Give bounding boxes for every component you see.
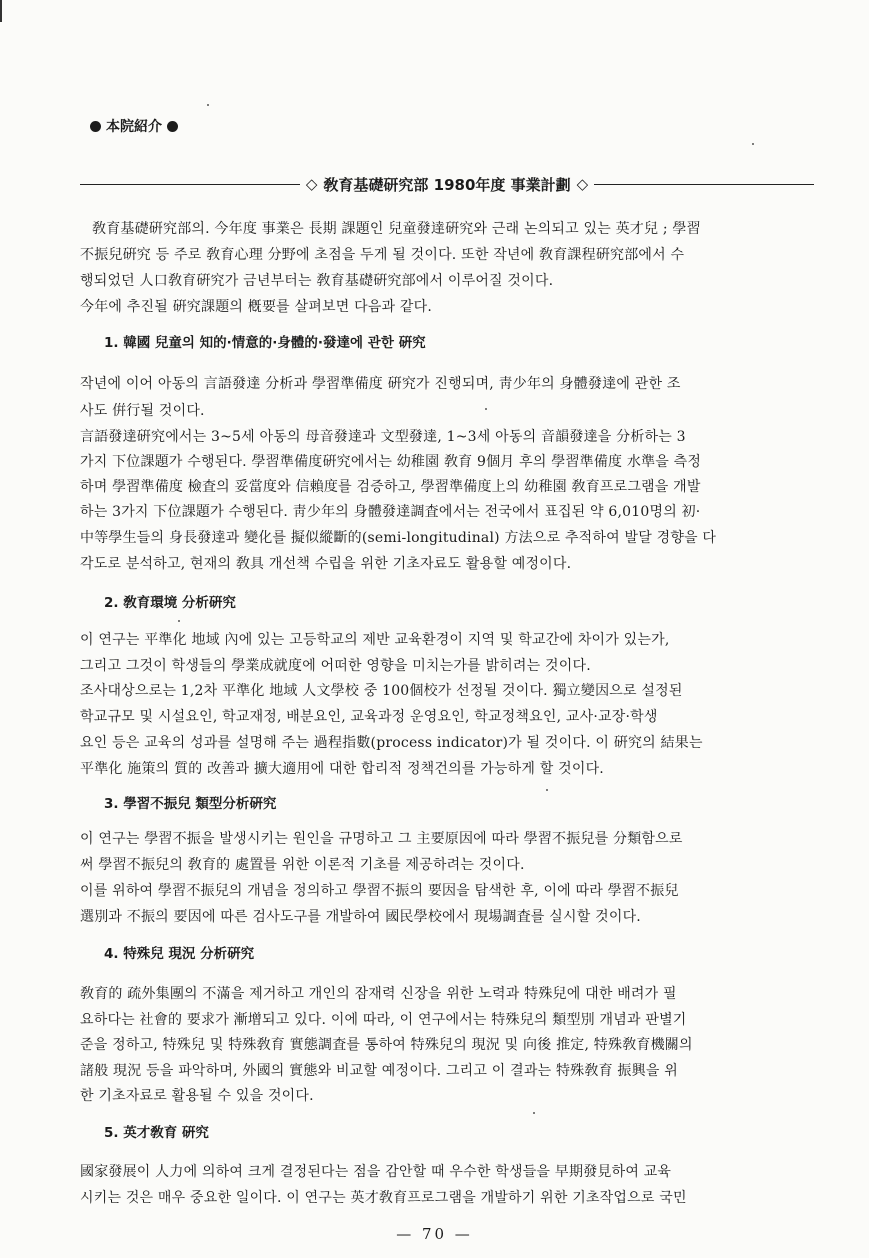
section-heading-5: 5. 英才敎育 硏究	[104, 1125, 209, 1141]
section-heading-2: 2. 敎育環境 分析硏究	[104, 595, 236, 611]
section-3-line: 이를 위하여 學習不振兒의 개념을 정의하고 學習不振의 要因을 탐색한 후, 이에 따라 學習不振兒	[80, 883, 679, 899]
section-4-line: 敎育的 疏外集團의 不滿을 제거하고 개인의 잠재력 신장을 위한 노력과 特殊兒에 대한 배려가 필	[80, 986, 677, 1002]
section-heading-1: 1. 韓國 兒童의 知的·情意的·身體的·發達에 관한 硏究	[104, 335, 426, 351]
section-heading-3: 3. 學習不振兒 類型分析硏究	[104, 796, 277, 812]
section-1-line: 각도로 분석하고, 현재의 敎具 개선책 수립을 위한 기초자료도 활용할 예정이다.	[80, 556, 572, 572]
scan-speck	[546, 789, 548, 791]
section-1-line: 言語發達硏究에서는 3~5세 아동의 母音發達과 文型發達, 1~3세 아동의 音韻發達을 分析하는 3	[80, 429, 686, 445]
section-2-line: 平準化 施策의 質的 改善과 擴大適用에 대한 합리적 정책건의를 가능하게 할 것이다.	[80, 761, 604, 777]
title-row	[80, 174, 814, 195]
section-3-line: 이 연구는 學習不振을 발생시키는 원인을 규명하고 그 主要原因에 따라 學習不振兒를 分類함으로	[80, 831, 683, 847]
section-2-line: 이 연구는 平準化 地域 內에 있는 고등학교의 제반 교육환경이 지역 및 학교간에 차이가 있는가,	[80, 632, 670, 648]
section-1-line: 가지 下位課題가 수행된다. 學習準備度硏究에서는 幼稚園 敎育 9個月 후의 學習準備度 水準을 측정	[80, 454, 702, 470]
scan-speck	[485, 408, 487, 410]
section-1-line: 작년에 이어 아동의 言語發達 分析과 學習準備度 硏究가 진행되며, 靑少年의 身體發達에 관한 조	[80, 376, 681, 392]
bullet-dot-icon	[90, 121, 101, 132]
section-4-line: 諸般 現況 등을 파악하며, 外國의 實態와 비교할 예정이다. 그리고 이 결과는 特殊敎育 振興을 위	[80, 1063, 678, 1079]
scan-edge-mark	[0, 0, 2, 22]
section-2-line: 요인 등은 교육의 성과를 설명해 주는 過程指數(process indicator)가 될 것이다. 이 硏究의 結果는	[80, 735, 703, 751]
scan-speck	[533, 1112, 535, 1114]
section-1-line: 사도 倂行될 것이다.	[80, 403, 205, 419]
section-3-line: 써 學習不振兒의 敎育的 處置를 위한 이론적 기초를 제공하려는 것이다.	[80, 857, 525, 873]
diamond-right-icon: ◇	[576, 175, 589, 193]
scan-speck	[207, 104, 209, 106]
section-3-line: 選別과 不振의 要因에 따른 검사도구를 개발하여 國民學校에서 現場調査를 실시할 것이다.	[80, 909, 641, 925]
title-rule-left	[80, 184, 300, 185]
page-number: — 70 —	[396, 1225, 473, 1243]
intro-line: 不振兒硏究 등 주로 敎育心理 分野에 초점을 두게 될 것이다. 또한 작년에 敎育課程硏究部에서 수	[80, 247, 685, 263]
section-2-line: 학교규모 및 시설요인, 학교재정, 배분요인, 교육과정 운영요인, 학교정책요인, 교사·교장·학생	[80, 709, 658, 725]
section-1-line: 하는 3가지 下位課題가 수행된다. 靑少年의 身體發達調査에서는 전국에서 표집된 약 6,010명의 初·	[80, 504, 701, 520]
section-label-text: 本院紹介	[106, 119, 162, 135]
scan-speck	[178, 620, 180, 622]
section-5-line: 시키는 것은 매우 중요한 일이다. 이 연구는 英才敎育프로그램을 개발하기 위한 기초작업으로 국민	[80, 1190, 687, 1206]
section-4-line: 준을 정하고, 特殊兒 및 特殊敎育 實態調査를 통하여 特殊兒의 現況 및 向後 推定, 特殊敎育機關의	[80, 1037, 693, 1053]
intro-line: 今年에 추진될 硏究課題의 槪要를 살펴보면 다음과 같다.	[80, 299, 433, 315]
title-rule-right	[594, 184, 814, 185]
diamond-left-icon: ◇	[305, 175, 318, 193]
section-heading-4: 4. 特殊兒 現況 分析硏究	[104, 946, 255, 962]
page-title: 敎育基礎研究部 1980年度 事業計劃	[323, 176, 571, 194]
intro-line: 敎育基礎硏究部의. 今年度 事業은 長期 課題인 兒童發達硏究와 근래 논의되고 있는 英才兒 ; 學習	[92, 221, 701, 237]
scan-speck	[752, 143, 754, 145]
section-4-line: 요하다는 社會的 要求가 漸增되고 있다. 이에 따라, 이 연구에서는 特殊兒의 類型別 개념과 판별기	[80, 1012, 687, 1028]
section-1-line: 中等學生들의 身長發達과 變化를 擬似縱斷的(semi-longitudinal) 方法으로 추적하여 발달 경향을 다	[80, 530, 717, 546]
section-2-line: 조사대상으로는 1,2차 平準化 地域 人文學校 중 100個校가 선정될 것이다. 獨立變因으로 설정된	[80, 683, 683, 699]
intro-line: 행되었던 人口敎育硏究가 금년부터는 敎育基礎硏究部에서 이루어질 것이다.	[80, 273, 554, 289]
section-5-line: 國家發展이 人力에 의하여 크게 결정된다는 점을 감안할 때 우수한 학생들을 早期發見하여 교육	[80, 1164, 672, 1180]
section-4-line: 한 기초자료로 활용될 수 있을 것이다.	[80, 1088, 314, 1104]
section-1-line: 하며 學習準備度 檢査의 妥當度와 信賴度를 검증하고, 學習準備度上의 幼稚園 敎育프로그램을 개발	[80, 479, 701, 495]
bullet-dot-icon	[167, 121, 178, 132]
section-2-line: 그리고 그것이 학생들의 學業成就度에 어떠한 영향을 미치는가를 밝히려는 것이다.	[80, 658, 591, 674]
section-label	[90, 116, 178, 136]
